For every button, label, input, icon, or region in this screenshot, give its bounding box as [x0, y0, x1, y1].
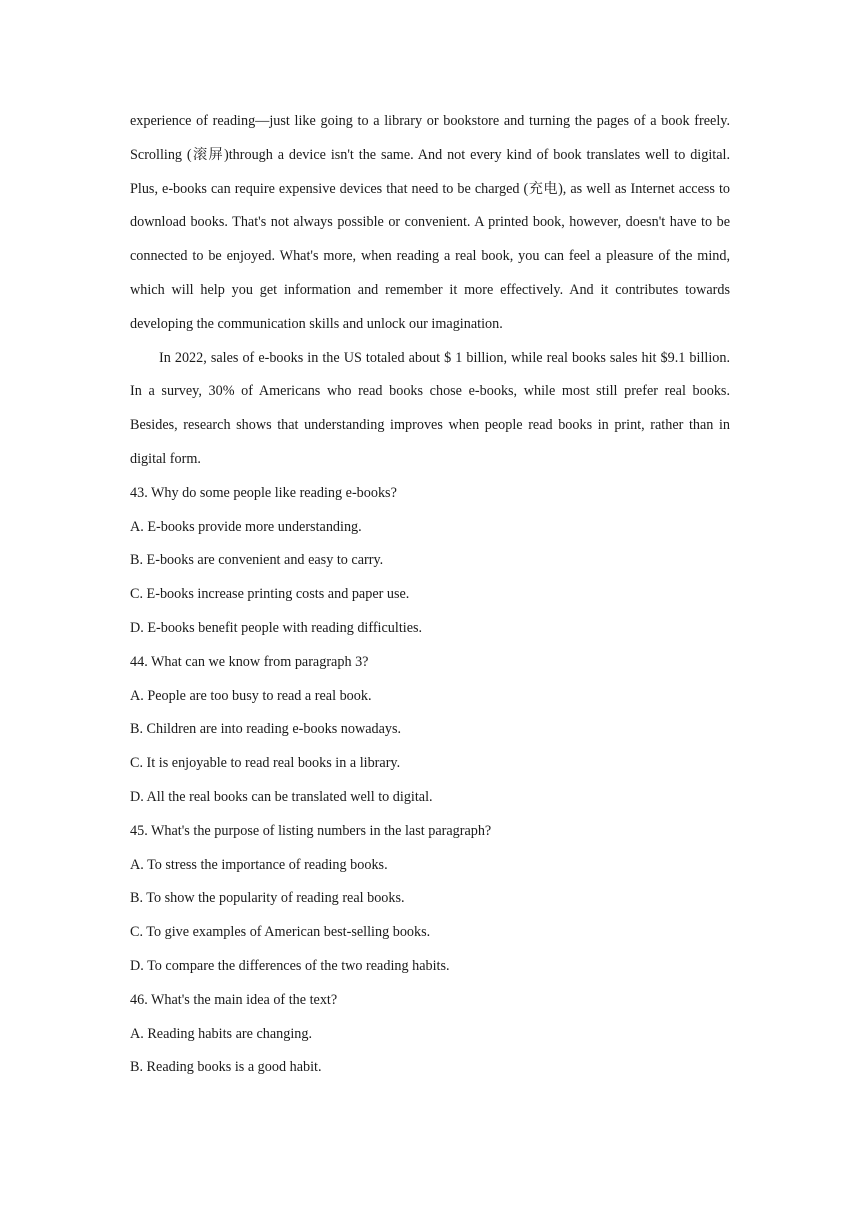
option-a: A. To stress the importance of reading books. — [130, 856, 388, 873]
document-page — [130, 105, 730, 1085]
option-c: C. To give examples of American best-selling books. — [130, 924, 431, 941]
option-c: C. E-books increase printing costs and paper use. — [130, 586, 410, 603]
option-d: D. All the real books can be translated well to digital. — [130, 788, 433, 805]
question-stem: 45. What's the purpose of listing numbers in the last paragraph? — [130, 822, 492, 839]
option-c: C. It is enjoyable to read real books in a library. — [130, 755, 401, 772]
question-45 — [130, 815, 730, 984]
option-a: A. Reading habits are changing. — [130, 1025, 313, 1042]
question-46 — [130, 984, 730, 1085]
passage-paragraph-2: In 2022, sales of e-books in the US totaled about $ 1 billion, while real books sales hit $9.1 billion. In a survey, 30% of Americans who read books chose e-books, while most still prefer real books. Besides, research shows that understanding improves when people read books in print, rather than in digital form. — [130, 349, 730, 467]
option-a: A. People are too busy to read a real book. — [130, 687, 372, 704]
option-b: B. To show the popularity of reading real books. — [130, 890, 405, 907]
question-43 — [130, 477, 730, 646]
question-stem: 46. What's the main idea of the text? — [130, 991, 338, 1008]
option-d: D. To compare the differences of the two reading habits. — [130, 957, 450, 974]
option-b: B. E-books are convenient and easy to carry. — [130, 552, 384, 569]
question-stem: 44. What can we know from paragraph 3? — [130, 653, 369, 670]
passage-paragraph-1: experience of reading—just like going to a library or bookstore and turning the pages of a book freely. Scrolling (滚屏)through a device isn't the same. And not every kind of book translates well to digital. Plus, e-books can require expensive devices that need to be charged (充电), as well as Internet access to download books. That's not always possible or convenient. A printed book, however, doesn't have to be connected to be enjoyed. What's more, when reading a real book, you can feel a pleasure of the mind, which will help you get information and remember it more effectively. And it contributes towards developing the communication skills and unlock our imagination. — [130, 113, 730, 332]
option-b: B. Reading books is a good habit. — [130, 1059, 322, 1076]
option-a: A. E-books provide more understanding. — [130, 518, 362, 535]
option-b: B. Children are into reading e-books nowadays. — [130, 721, 402, 738]
question-44 — [130, 646, 730, 815]
option-d: D. E-books benefit people with reading difficulties. — [130, 619, 423, 636]
question-stem: 43. Why do some people like reading e-books? — [130, 484, 397, 501]
